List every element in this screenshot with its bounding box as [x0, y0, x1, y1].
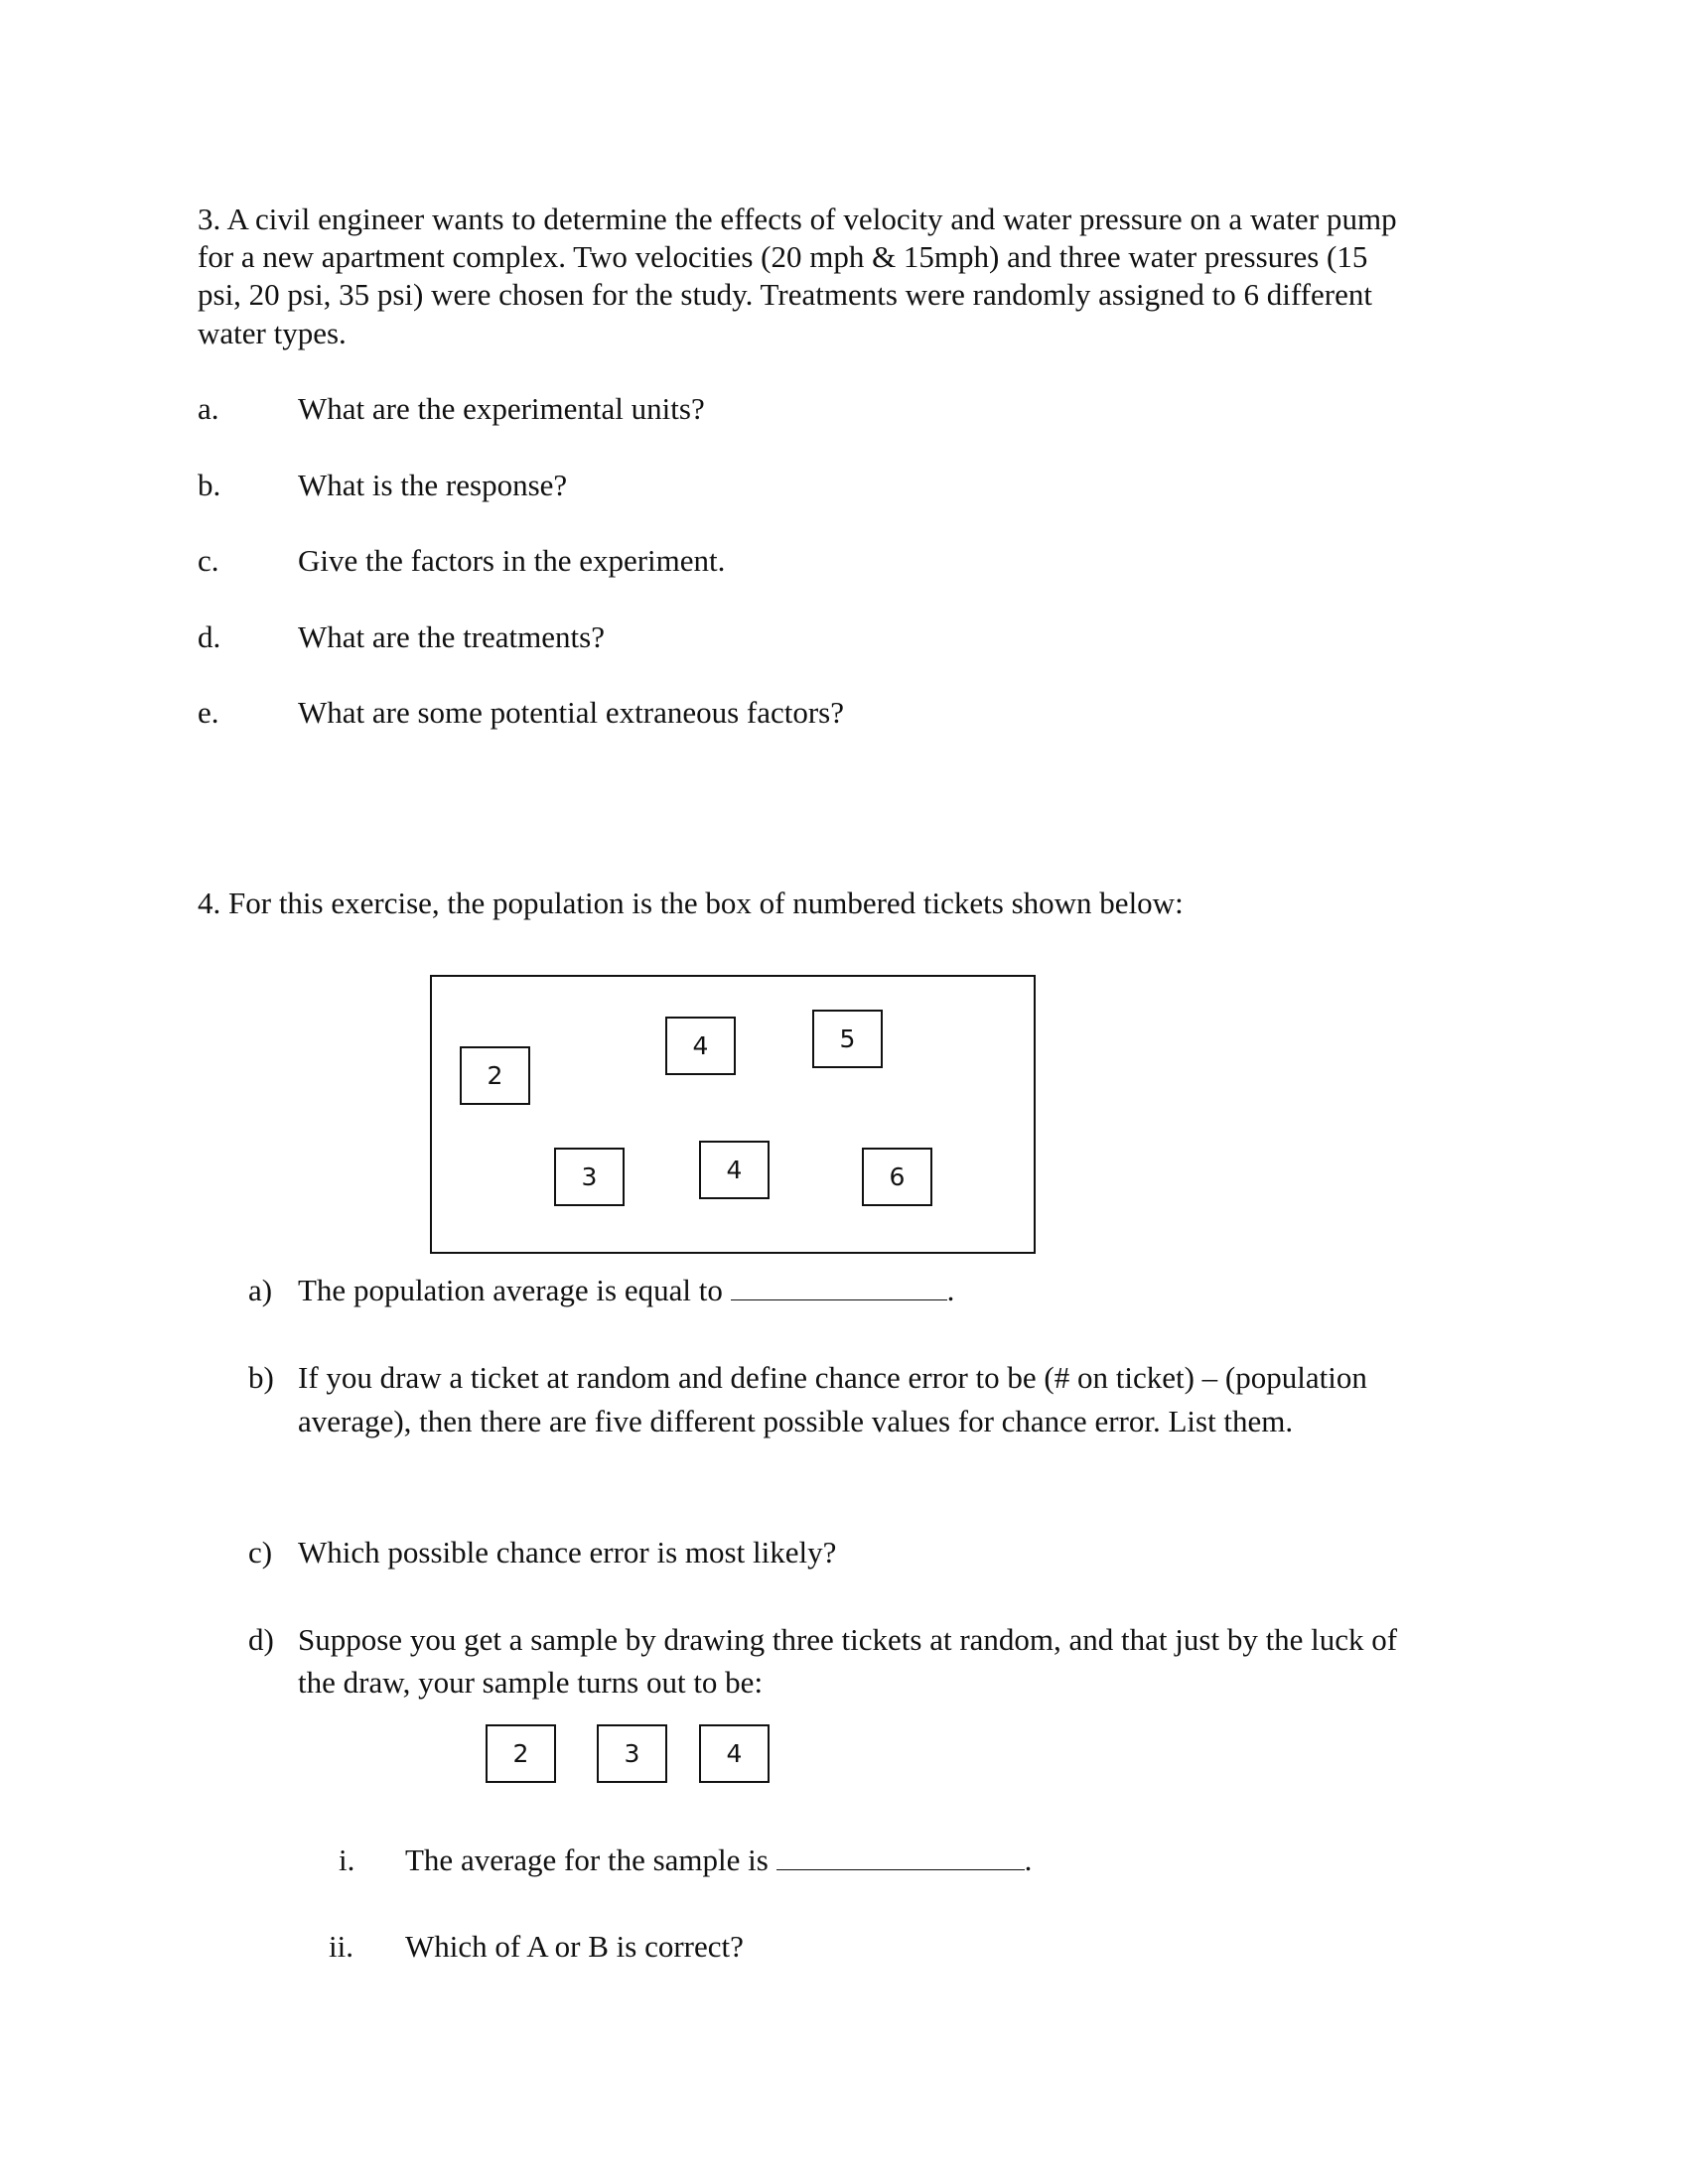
q4-a-period: . — [946, 1273, 955, 1307]
q4-b-label: b) — [248, 1360, 274, 1395]
q3-item-a-text: What are the experimental units? — [298, 391, 705, 426]
population-ticket: 4 — [665, 1017, 736, 1075]
q3-line-2: for a new apartment complex. Two velocities (20 mph & 15mph) and three water pressures (15 — [198, 239, 1368, 274]
q3-line-3: psi, 20 psi, 35 psi) were chosen for the study. Treatments were randomly assigned to 6 different — [198, 277, 1372, 312]
q3-item-e-text: What are some potential extraneous factors? — [298, 695, 845, 730]
sample-ticket: 3 — [597, 1724, 667, 1783]
q4-d-line-1: Suppose you get a sample by drawing three tickets at random, and that just by the luck of — [298, 1622, 1398, 1657]
q4-b-line-1: If you draw a ticket at random and define chance error to be (# on ticket) – (population — [298, 1360, 1367, 1395]
population-ticket: 5 — [812, 1010, 883, 1068]
sample-ticket: 2 — [486, 1724, 556, 1783]
q4-d-i-period: . — [1024, 1843, 1033, 1877]
q3-line-1: 3. A civil engineer wants to determine the effects of velocity and water pressure on a water pump — [198, 202, 1397, 236]
sample-ticket: 4 — [699, 1724, 770, 1783]
q4-a-label: a) — [248, 1273, 273, 1307]
q3-item-e-label: e. — [198, 695, 219, 730]
q3-item-b-label: b. — [198, 468, 221, 502]
q4-d-label: d) — [248, 1622, 274, 1657]
answer-blank[interactable] — [776, 1843, 1025, 1870]
q3-item-b-text: What is the response? — [298, 468, 568, 502]
population-ticket: 6 — [862, 1148, 932, 1206]
q3-item-c-text: Give the factors in the experiment. — [298, 543, 726, 578]
q3-item-d-label: d. — [198, 619, 221, 654]
q4-d-ii-text: Which of A or B is correct? — [405, 1929, 744, 1964]
population-ticket: 3 — [554, 1148, 625, 1206]
q3-item-a-label: a. — [198, 391, 219, 426]
q4-intro: 4. For this exercise, the population is the box of numbered tickets shown below: — [198, 886, 1184, 920]
q4-a-text: The population average is equal to — [298, 1273, 723, 1307]
q4-d-line-2: the draw, your sample turns out to be: — [298, 1665, 764, 1700]
q4-d-i-line — [405, 1842, 1032, 1879]
q4-c-label: c) — [248, 1535, 273, 1570]
q4-d-ii-label: ii. — [329, 1929, 353, 1964]
q3-item-c-label: c. — [198, 543, 219, 578]
q4-d-i-text: The average for the sample is — [405, 1843, 769, 1877]
population-ticket: 4 — [699, 1141, 770, 1199]
q3-item-d-text: What are the treatments? — [298, 619, 605, 654]
answer-blank[interactable] — [731, 1274, 947, 1300]
q4-a-line — [298, 1272, 954, 1309]
q4-b-line-2: average), then there are five different possible values for chance error. List them. — [298, 1404, 1294, 1438]
q4-c-text: Which possible chance error is most likely? — [298, 1535, 837, 1570]
population-ticket: 2 — [460, 1046, 530, 1105]
q3-line-4: water types. — [198, 316, 347, 350]
q4-d-i-label: i. — [339, 1843, 355, 1877]
